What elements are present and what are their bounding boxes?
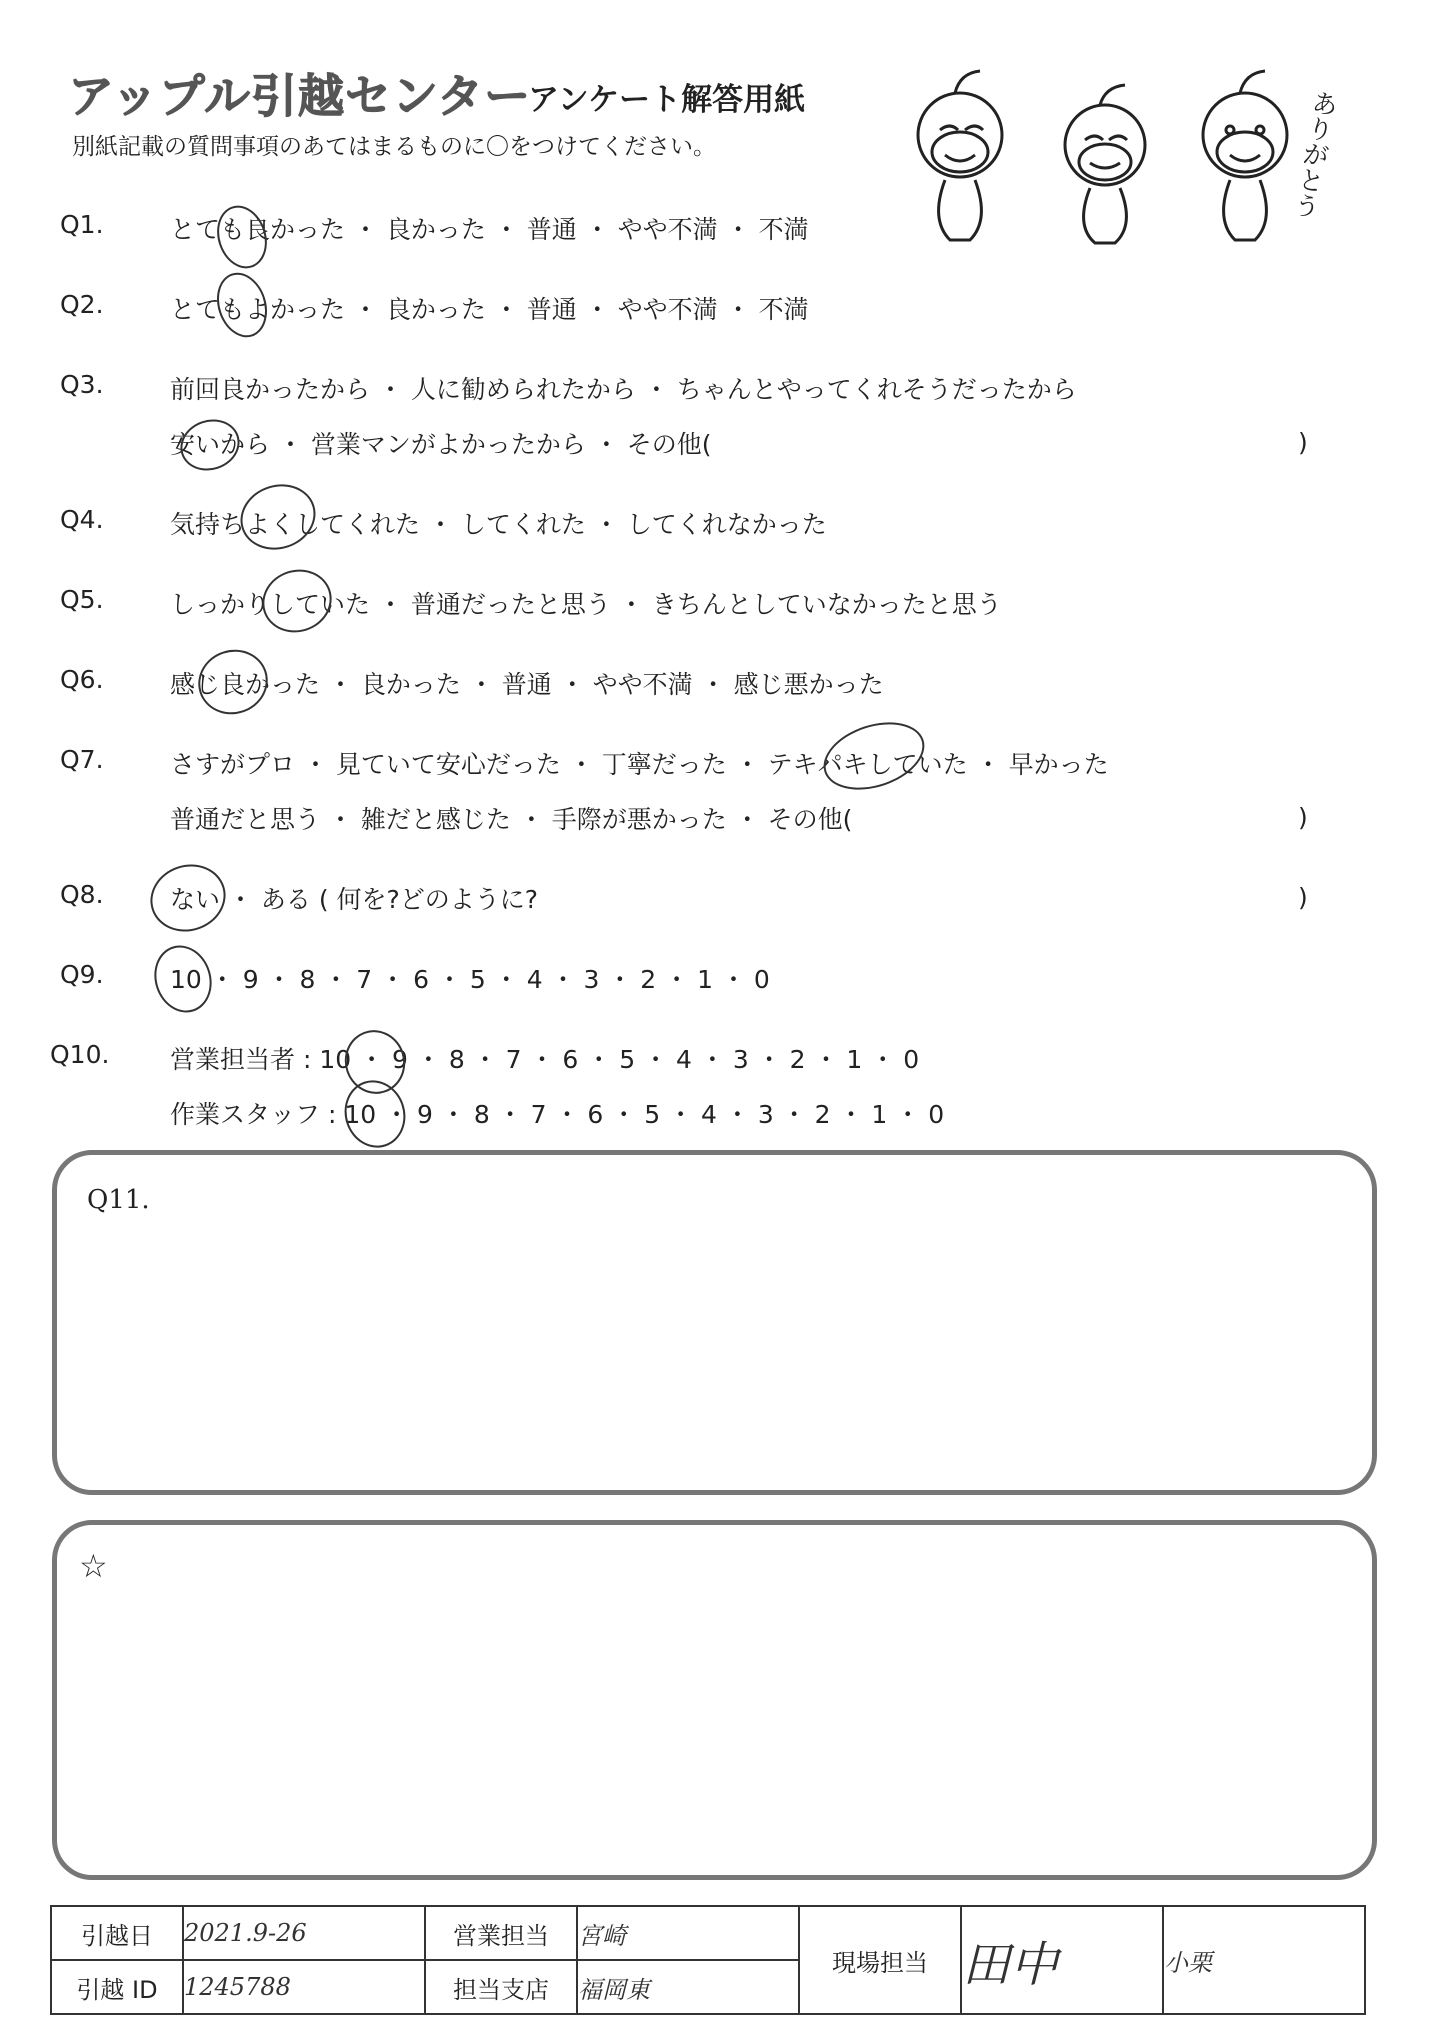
q9-answer-circle bbox=[146, 938, 220, 1020]
q3-answer-circle bbox=[174, 412, 247, 478]
q7-answer-circle bbox=[815, 710, 933, 801]
q4-label: Q4. bbox=[60, 505, 104, 534]
q8-label: Q8. bbox=[60, 880, 104, 909]
field-staff-label: 現場担当 bbox=[799, 1906, 961, 2014]
q8-answer-circle bbox=[142, 855, 235, 941]
move-date-label: 引越日 bbox=[51, 1906, 183, 1960]
move-date-value[interactable]: 2021.9-26 bbox=[183, 1906, 425, 1960]
q7-close-paren: ) bbox=[1298, 803, 1308, 832]
move-id-value[interactable]: 1245788 bbox=[183, 1960, 425, 2014]
sales-rep-value[interactable]: 宮崎 bbox=[577, 1906, 799, 1960]
q3-label: Q3. bbox=[60, 370, 104, 399]
mascot-caption: ありがとう bbox=[1287, 87, 1340, 221]
brand-title: アップル引越センター bbox=[68, 69, 532, 123]
q2-label: Q2. bbox=[60, 290, 104, 319]
q11-comment-box[interactable] bbox=[52, 1150, 1377, 1495]
q1-options[interactable]: とても良かった ・ 良かった ・ 普通 ・ やや不満 ・ 不満 bbox=[170, 215, 809, 244]
branch-value[interactable]: 福岡東 bbox=[577, 1960, 799, 2014]
footer-info-table bbox=[50, 1905, 1366, 2015]
star-comment-box[interactable] bbox=[52, 1520, 1377, 1880]
q8-options[interactable]: ない ・ ある ( 何を?どのように? bbox=[170, 885, 539, 914]
q3-close-paren: ) bbox=[1298, 428, 1308, 457]
sales-rep-label: 営業担当 bbox=[425, 1906, 577, 1960]
star-label: ☆ bbox=[79, 1547, 108, 1585]
q3-options-line2[interactable]: 安いから ・ 営業マンがよかったから ・ その他( bbox=[170, 430, 712, 459]
q4-answer-circle bbox=[232, 475, 324, 559]
form-subtitle: アンケート解答用紙 bbox=[528, 82, 806, 118]
q2-options[interactable]: とてもよかった ・ 良かった ・ 普通 ・ やや不満 ・ 不満 bbox=[170, 295, 809, 324]
q10-staff-options[interactable]: 作業スタッフ : 10 ・ 9 ・ 8 ・ 7 ・ 6 ・ 5 ・ 4 ・ 3 ・ 2 ・ 1 ・ 0 bbox=[170, 1100, 945, 1129]
q6-label: Q6. bbox=[60, 665, 104, 694]
q7-label: Q7. bbox=[60, 745, 104, 774]
q7-options-line2[interactable]: 普通だと思う ・ 雑だと感じた ・ 手際が悪かった ・ その他( bbox=[170, 805, 853, 834]
q5-options[interactable]: しっかりしていた ・ 普通だったと思う ・ きちんとしていなかったと思う bbox=[170, 590, 1002, 619]
q5-label: Q5. bbox=[60, 585, 104, 614]
q2-answer-circle bbox=[209, 266, 275, 344]
q6-options[interactable]: 感じ良かった ・ 良かった ・ 普通 ・ やや不満 ・ 感じ悪かった bbox=[170, 670, 884, 699]
q10-label: Q10. bbox=[50, 1040, 110, 1069]
q10-staff-answer-circle bbox=[336, 1072, 414, 1155]
field-staff-value-2[interactable]: 小栗 bbox=[1163, 1906, 1365, 2014]
form-instruction: 別紙記載の質問事項のあてはまるものに〇をつけてください。 bbox=[72, 134, 716, 160]
q8-close-paren: ) bbox=[1298, 883, 1308, 912]
q9-options[interactable]: 10 ・ 9 ・ 8 ・ 7 ・ 6 ・ 5 ・ 4 ・ 3 ・ 2 ・ 1 ・ 0 bbox=[170, 965, 770, 994]
q11-label: Q11. bbox=[87, 1185, 150, 1215]
q10-sales-options[interactable]: 営業担当者 : 10 ・ 9 ・ 8 ・ 7 ・ 6 ・ 5 ・ 4 ・ 3 ・ 2 ・ 1 ・ 0 bbox=[170, 1045, 920, 1074]
move-id-label: 引越 ID bbox=[51, 1960, 183, 2014]
q1-label: Q1. bbox=[60, 210, 104, 239]
q9-label: Q9. bbox=[60, 960, 104, 989]
branch-label: 担当支店 bbox=[425, 1960, 577, 2014]
q7-options[interactable]: さすがプロ ・ 見ていて安心だった ・ 丁寧だった ・ テキパキしていた ・ 早かった bbox=[170, 750, 1109, 779]
q5-answer-circle bbox=[254, 561, 340, 642]
q3-options[interactable]: 前回良かったから ・ 人に勧められたから ・ ちゃんとやってくれそうだったから bbox=[170, 375, 1077, 404]
field-staff-value-1[interactable]: 田中 bbox=[961, 1906, 1163, 2014]
q4-options[interactable]: 気持ちよくしてくれた ・ してくれた ・ してくれなかった bbox=[170, 510, 827, 539]
q6-answer-circle bbox=[190, 641, 276, 723]
gorilla-mascots-illustration bbox=[885, 60, 1355, 260]
